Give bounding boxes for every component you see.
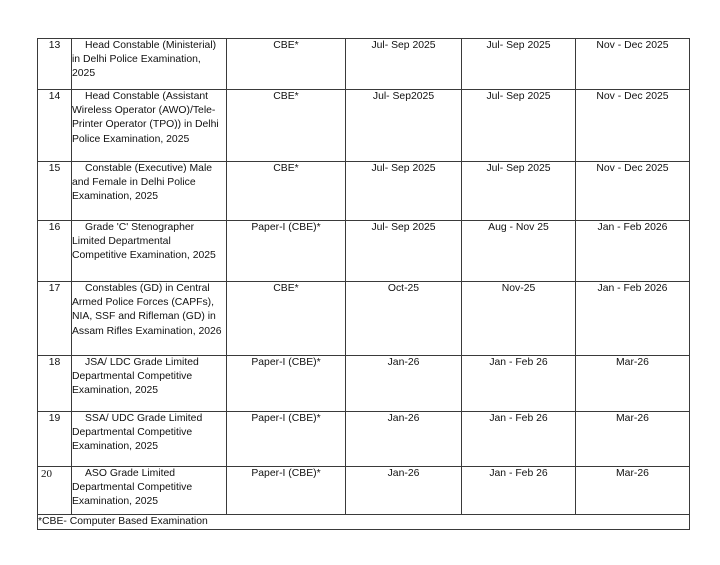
schedule-cell: Jan - Feb 26: [462, 356, 576, 412]
table-row: [38, 356, 690, 412]
exam-mode: CBE*: [227, 282, 346, 356]
exam-name: SSA/ UDC Grade Limited Departmental Competitive Examination, 2025: [72, 412, 227, 467]
schedule-cell: Aug - Nov 25: [462, 221, 576, 282]
schedule-cell: Jan-26: [346, 356, 462, 412]
schedule-cell: Jan - Feb 26: [462, 467, 576, 515]
exam-schedule-table: [37, 38, 690, 530]
exam-name: Constables (GD) in Central Armed Police Forces (CAPFs), NIA, SSF and Rifleman (GD) in Assam Rifles Examination, 2026: [72, 282, 227, 356]
schedule-cell: Jul- Sep 2025: [346, 162, 462, 221]
footnote-row: [38, 515, 690, 530]
row-number: 13: [38, 39, 72, 90]
schedule-cell: Nov-25: [462, 282, 576, 356]
row-number: 17: [38, 282, 72, 356]
exam-name: Head Constable (Ministerial) in Delhi Police Examination, 2025: [72, 39, 227, 90]
exam-name: Grade 'C' Stenographer Limited Departmental Competitive Examination, 2025: [72, 221, 227, 282]
schedule-cell: Mar-26: [576, 412, 690, 467]
exam-mode: Paper-I (CBE)*: [227, 356, 346, 412]
table-row: [38, 467, 690, 515]
schedule-cell: Nov - Dec 2025: [576, 90, 690, 162]
schedule-cell: Oct-25: [346, 282, 462, 356]
exam-name: Head Constable (Assistant Wireless Operator (AWO)/Tele-Printer Operator (TPO)) in Delhi Police Examination, 2025: [72, 90, 227, 162]
table-row: [38, 221, 690, 282]
exam-mode: CBE*: [227, 39, 346, 90]
schedule-cell: Jan - Feb 2026: [576, 282, 690, 356]
row-number: 15: [38, 162, 72, 221]
row-number: 18: [38, 356, 72, 412]
exam-name: JSA/ LDC Grade Limited Departmental Competitive Examination, 2025: [72, 356, 227, 412]
schedule-cell: Jul- Sep 2025: [462, 162, 576, 221]
exam-mode: Paper-I (CBE)*: [227, 221, 346, 282]
schedule-cell: Mar-26: [576, 356, 690, 412]
schedule-cell: Mar-26: [576, 467, 690, 515]
exam-name: Constable (Executive) Male and Female in Delhi Police Examination, 2025: [72, 162, 227, 221]
schedule-cell: Jan - Feb 2026: [576, 221, 690, 282]
row-number: 19: [38, 412, 72, 467]
table-row: [38, 39, 690, 90]
exam-mode: Paper-I (CBE)*: [227, 412, 346, 467]
schedule-cell: Jul- Sep 2025: [462, 90, 576, 162]
schedule-cell: Jul- Sep 2025: [346, 221, 462, 282]
schedule-cell: Nov - Dec 2025: [576, 162, 690, 221]
schedule-cell: Nov - Dec 2025: [576, 39, 690, 90]
schedule-cell: Jan-26: [346, 412, 462, 467]
table-row: [38, 412, 690, 467]
schedule-cell: Jan-26: [346, 467, 462, 515]
table-row: [38, 90, 690, 162]
footnote: *CBE- Computer Based Examination: [38, 515, 690, 530]
row-number: 14: [38, 90, 72, 162]
schedule-cell: Jul- Sep 2025: [462, 39, 576, 90]
schedule-cell: Jan - Feb 26: [462, 412, 576, 467]
table-row: [38, 162, 690, 221]
row-number: 20: [38, 467, 72, 515]
schedule-cell: Jul- Sep 2025: [346, 39, 462, 90]
exam-mode: CBE*: [227, 162, 346, 221]
exam-mode: CBE*: [227, 90, 346, 162]
schedule-cell: Jul- Sep2025: [346, 90, 462, 162]
exam-name: ASO Grade Limited Departmental Competitive Examination, 2025: [72, 467, 227, 515]
row-number: 16: [38, 221, 72, 282]
table-row: [38, 282, 690, 356]
exam-mode: Paper-I (CBE)*: [227, 467, 346, 515]
